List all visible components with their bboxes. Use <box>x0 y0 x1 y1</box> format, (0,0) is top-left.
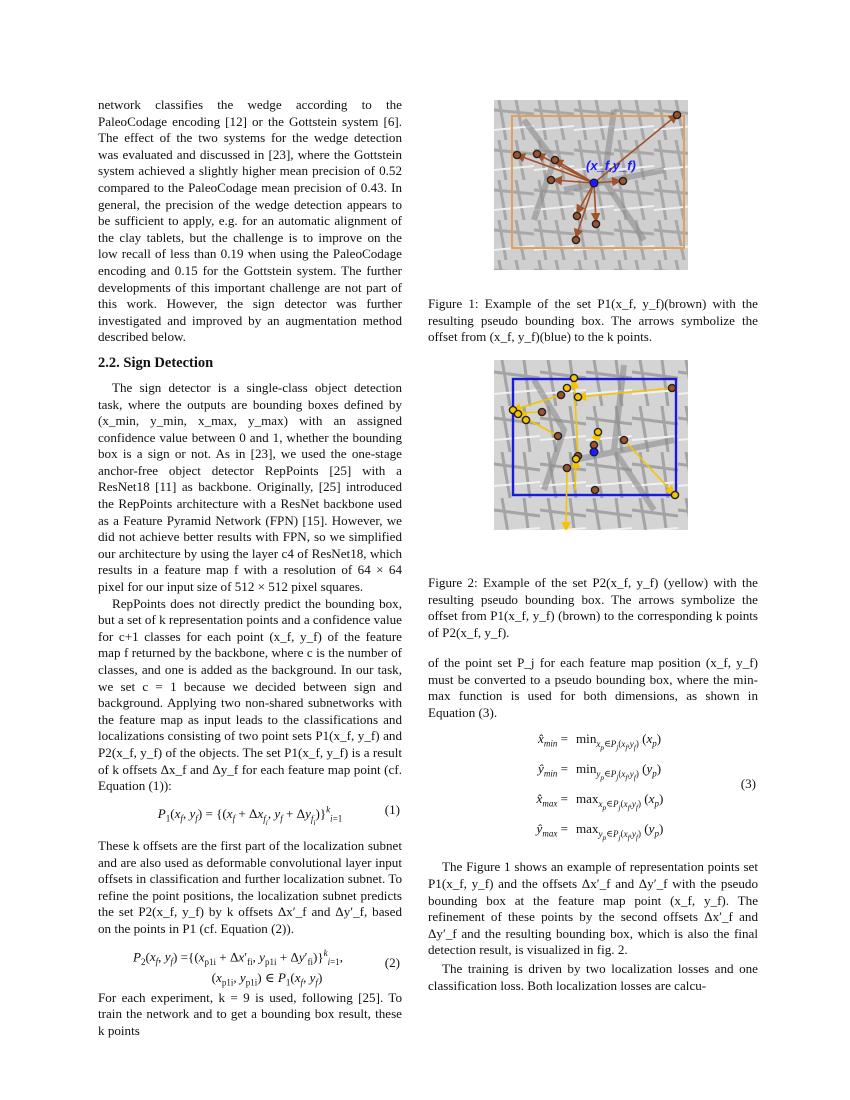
equation-body: $P_1(x_f$, $y_f) = \{(x_f + \Delta x_{f_i}$, $y_f + \Delta y_{f_i})\}^k_{i=1}$ <box>157 804 343 827</box>
paragraph: RepPoints does not directly predict the bounding box, but a set of k representation points and a confidence value for c+1 classes for each point (x_f, y_f) of the feature map f returned by the backbone, where c is the number of classes, and one is added as the background. In our task, we set c = 1 because we decided between sign and background. Applying two non-shared subnetworks with the feature map as input leads to the classifications and localizations consisting of two point sets P1(x_f, y_f) and P2(x_f, y_f) of the objects. The set P1(x_f, y_f) is a result of k offsets Δx_f and Δy_f for each feature map point (cf. Equation (1)): <box>98 595 402 794</box>
figure-1-image <box>494 100 688 270</box>
equation-1 <box>98 802 402 831</box>
figure-2-caption: Figure 2: Example of the set P2(x_f, y_f) (yellow) with the resulting pseudo bounding box. The arrows symbolize the offset from P1(x_f, y_f) (brown) to the corresponding k points of P2(x_f, y_f). <box>428 575 758 640</box>
paragraph: The training is driven by two localization losses and one classification loss. Both localization losses are calcu- <box>428 960 758 993</box>
paragraph: The sign detector is a single-class object detection task, where the outputs are bounding boxes defined by (x_min, y_min, x_max, y_max) with an assigned confidence value between 0 and 1, whether the bounding box is a sign or not. As in [23], we used the one-stage anchor-free object detector RepPoints [25] with a ResNet18 [11] as backbone. Originally, [25] introduced the RepPoints architecture with a ResNet backbone used as a Feature Pyramid Network (FPN) [15]. However, we did not achieve better results with FPN, so we simplified our architecture by using the layer c4 of ResNet18, which results in a feature map f with a resolution of 64 × 64 pixel for our input size of 512 × 512 pixel squares. <box>98 379 402 595</box>
equation-3: $x̂_{min}$ = $\min_{x_p\in P_j(x_f,y_f)} (x_p)$ $ŷ_{min}$ = $\min_{y_p\in P_j(x_f,y_f)} (y_p)$ $x̂_{max}$ = $\max_{x_p\in P_j(x_f,y_f)} (x_p)$ $ŷ_{max}$ = $\max_{y_p\in P_j(x_f,y_f)} (y_p)$ (3) <box>536 731 756 842</box>
paragraph: of the point set P_j for each feature map position (x_f, y_f) must be converted to a pseudo bounding box, where the min-max function is used for both dimensions, as shown in Equation (3). <box>428 655 758 720</box>
equation-number: (3) <box>740 776 756 792</box>
equation-number: (1) <box>384 801 400 817</box>
figure-2-image <box>494 360 688 530</box>
paragraph: The Figure 1 shows an example of representation points set P1(x_f, y_f) and the offsets Δx′_f and Δy′_f with the pseudo bounding box at the feature map point (x_f, y_f). The refinement of these points by the second offsets Δx′_f and Δy′_f and the resulting bounding box, which is also the final detection result, is visualized in fig. 2. <box>428 859 758 958</box>
center-point <box>590 179 598 187</box>
center-label: (x_f,y_f) <box>586 158 636 173</box>
figure-1-caption: Figure 1: Example of the set P1(x_f, y_f)(brown) with the resulting pseudo bounding box. The arrows symbolize the offset from (x_f, y_f)(blue) to the k points. <box>428 296 758 345</box>
right-column <box>428 655 758 994</box>
left-column <box>98 97 402 1039</box>
paragraph: These k offsets are the first part of the localization subnet and are also used as deformable convolutional layer input offsets in classification and further localization subnet. To refine the point positions, the localization subnet predicts the set P2(x_f, y_f) by k offsets Δx′_f and Δy′_f, based on the points in P1 (cf. Equation (2)). <box>98 838 402 937</box>
equation-number: (2) <box>384 954 400 970</box>
center-point <box>590 448 598 456</box>
section-heading: 2.2. Sign Detection <box>98 354 214 371</box>
paragraph: For each experiment, k = 9 is used, following [25]. To train the network and to get a bounding box result, these k points <box>98 989 402 1038</box>
equation-body: $P_2(x_f$, $y_f) =\{(x_{p1i} + \Delta x'_{fi}$, $y_{p1i} + \Delta y'_{fi})\}^k_{i=1}$, ($x_{p1i}$, $y_{p1i}$) ∈ $P_1(x_f$, $y_f$) <box>132 947 344 988</box>
equation-2 <box>98 945 402 988</box>
paragraph: network classifies the wedge according to the PaleoCodage encoding [12] or the Gottstein system [6]. The effect of the two systems for the wedge detection was evaluated and discussed in [23], where the Gottstein system achieved a slightly higher mean precision of 0.52 compared to the PaleoCodage mean precision of 0.43. In general, the precision of the wedge detection appears to be sufficient to apply, e.g. for an automatic alignment of the clay tablets, but the challenge is to improve on the low recall of less than 0.19 when using the PaleoCodage encoding and 0.15 for the Gottstein system. The further developments of this important challenge are not part of this work. However, the sign detector was further investigated and improved by an augmentation method described below. <box>98 97 402 345</box>
